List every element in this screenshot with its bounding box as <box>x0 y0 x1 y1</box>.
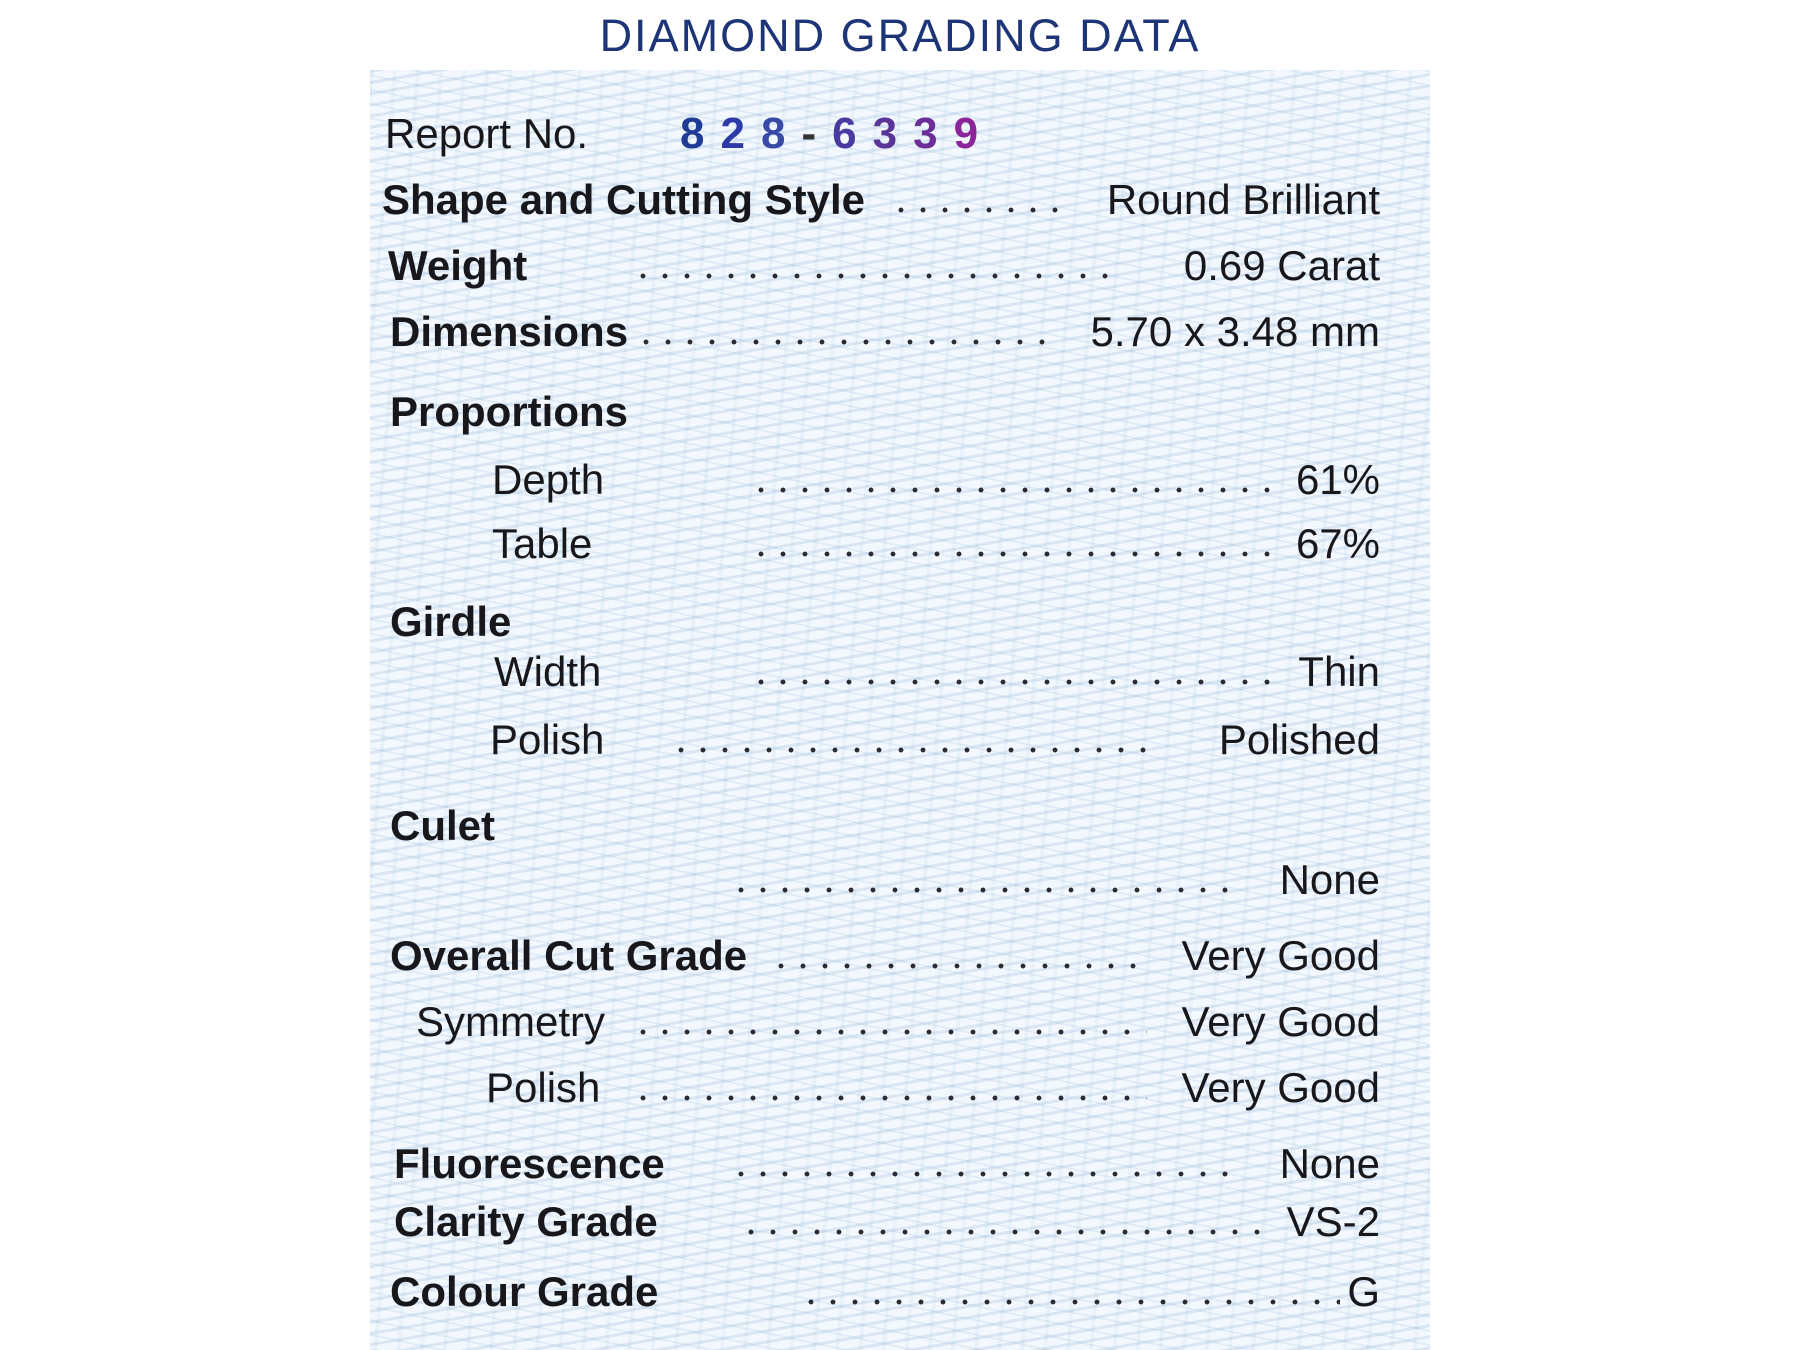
page-title: DIAMOND GRADING DATA <box>599 10 1201 61</box>
girdle-width-value: Thin <box>1298 648 1380 695</box>
culet-value-row <box>370 852 1430 908</box>
culet-label: Culet <box>390 802 495 849</box>
depth-value: 61% <box>1295 456 1380 503</box>
leader-dots <box>750 485 1280 495</box>
table-row <box>370 516 1430 572</box>
colour-value: G <box>1347 1268 1380 1315</box>
leader-dots <box>890 205 1060 215</box>
fluorescence-value: None <box>1279 1140 1380 1187</box>
report-number-label: Report No. <box>385 110 589 157</box>
cut-grade-value: Very Good <box>1181 932 1380 979</box>
cut-polish-value: Very Good <box>1181 1064 1380 1111</box>
clarity-label: Clarity Grade <box>394 1198 658 1245</box>
grading-card <box>370 70 1430 1350</box>
culet-heading-row <box>370 798 1430 854</box>
leader-dots <box>632 1027 1147 1037</box>
report-digit: - <box>801 109 819 158</box>
girdle-polish-value: Polished <box>1218 716 1380 763</box>
report-number-row <box>370 106 1430 162</box>
dimensions-row <box>370 304 1430 360</box>
weight-row <box>370 238 1430 294</box>
shape-label: Shape and Cutting Style <box>382 176 866 223</box>
leader-dots <box>750 677 1270 687</box>
depth-row <box>370 452 1430 508</box>
leader-dots <box>740 1227 1260 1237</box>
girdle-width-label: Width <box>494 648 602 695</box>
dimensions-label: Dimensions <box>390 308 629 355</box>
leader-dots <box>632 1093 1147 1103</box>
report-digit: 6 <box>832 109 859 158</box>
leader-dots <box>750 549 1280 559</box>
colour-label: Colour Grade <box>390 1268 659 1315</box>
girdle-polish-label: Polish <box>490 716 605 763</box>
table-value: 67% <box>1295 520 1380 567</box>
cut-polish-row <box>370 1060 1430 1116</box>
leader-dots <box>800 1297 1340 1307</box>
proportions-heading-row <box>370 384 1430 440</box>
clarity-row <box>370 1194 1430 1250</box>
symmetry-row <box>370 994 1430 1050</box>
fluorescence-row <box>370 1136 1430 1192</box>
report-digit: 8 <box>680 109 707 158</box>
leader-dots <box>632 271 1122 281</box>
table-label: Table <box>492 520 593 567</box>
leader-dots <box>770 961 1150 971</box>
leader-dots <box>730 885 1240 895</box>
weight-label: Weight <box>388 242 528 289</box>
culet-value: None <box>1279 856 1380 903</box>
report-digit: 3 <box>872 109 900 158</box>
fluorescence-label: Fluorescence <box>394 1140 665 1187</box>
symmetry-label: Symmetry <box>416 998 605 1045</box>
clarity-value: VS-2 <box>1286 1198 1380 1245</box>
girdle-polish-row <box>370 712 1430 768</box>
cut-grade-label: Overall Cut Grade <box>390 932 748 979</box>
cut-polish-label: Polish <box>486 1064 601 1111</box>
dimensions-value: 5.70 x 3.48 mm <box>1090 308 1380 355</box>
report-digit: 2 <box>720 109 747 158</box>
girdle-width-row <box>370 644 1430 700</box>
leader-dots <box>730 1169 1240 1179</box>
report-digit: 8 <box>760 109 788 158</box>
report-digit: 3 <box>913 109 940 158</box>
colour-row <box>370 1264 1430 1320</box>
shape-value: Round Brilliant <box>1106 176 1380 223</box>
girdle-heading-row <box>370 594 1430 650</box>
shape-row <box>370 172 1430 228</box>
cut-grade-row <box>370 928 1430 984</box>
proportions-label: Proportions <box>390 388 628 435</box>
leader-dots <box>635 337 1045 347</box>
weight-value: 0.69 Carat <box>1183 242 1380 289</box>
depth-label: Depth <box>492 456 605 503</box>
report-digit: 9 <box>953 109 981 158</box>
girdle-label: Girdle <box>390 598 512 645</box>
leader-dots <box>670 745 1160 755</box>
symmetry-value: Very Good <box>1181 998 1380 1045</box>
report-number <box>680 106 994 162</box>
